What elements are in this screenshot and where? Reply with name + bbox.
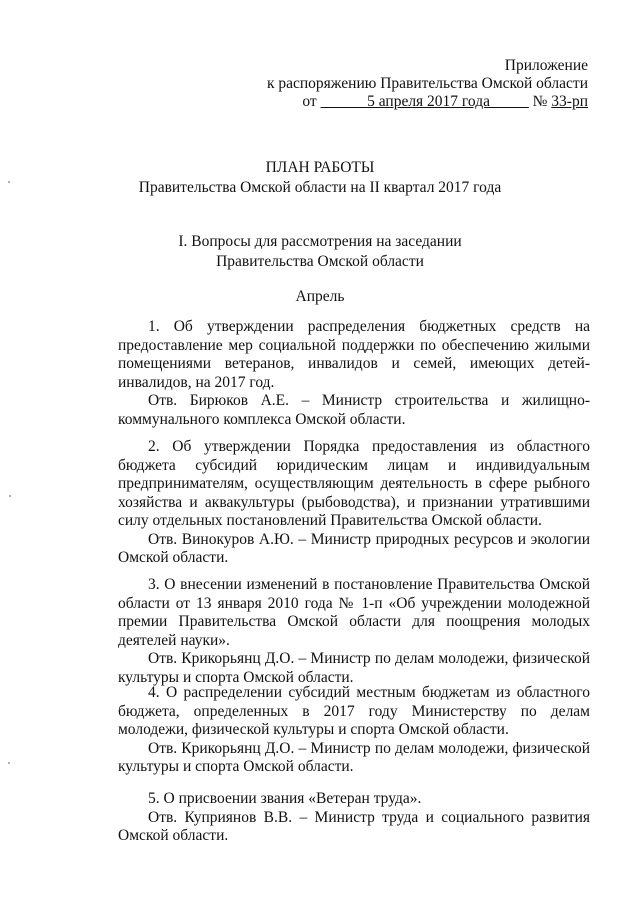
scan-speck [8, 181, 10, 183]
item-responsible: Отв. Бирюков А.Е. – Министр строительства и жилищно-коммунального комплекса Омской области. [118, 392, 590, 428]
appendix-order-ref: к распоряжению Правительства Омской области [266, 75, 588, 92]
appendix-title: Приложение [504, 57, 588, 74]
item-text: 5. О присвоении звания «Ветеран труда». [148, 790, 422, 807]
document-title [0, 158, 640, 198]
section-heading [0, 232, 640, 272]
appendix-date-line [267, 93, 588, 111]
date-value: 5 апреля 2017 года [367, 93, 490, 110]
section-line-1: I. Вопросы для рассмотрения на заседании [178, 233, 462, 250]
item-responsible: Отв. Винокуров А.Ю. – Министр природных ресурсов и экологии Омской области. [118, 530, 590, 566]
item-text: 4. О распределении субсидий местным бюджетам из областного бюджета, определенных в 2017 году Министерству по делам молодежи, физической культуры и спорта Омской области. [118, 684, 590, 738]
title-line-1: ПЛАН РАБОТЫ [265, 159, 375, 176]
agenda-item-1 [118, 318, 590, 429]
item-responsible: Отв. Крикорьянц Д.О. – Министр по делам молодежи, физической культуры и спорта Омской области. [118, 650, 590, 686]
item-responsible: Отв. Куприянов В.В. – Министр труда и социального развития Омской области. [118, 808, 590, 844]
item-text: 2. Об утверждении Порядка предоставления из областного бюджета субсидий юридическим лицам и индивидуальным предпринимателям, осуществляющим деятельность в сфере рыбного хозяйства и аквакультуры (рыбоводства), и признании утратившими силу отдельных постановлений Правительства Омской области. [118, 438, 590, 529]
title-line-2: Правительства Омской области на II квартал 2017 года [138, 179, 502, 196]
item-responsible: Отв. Крикорьянц Д.О. – Министр по делам молодежи, физической культуры и спорта Омской области. [118, 739, 590, 775]
date-blank-left: ______ [320, 93, 368, 110]
scan-speck [8, 762, 10, 764]
number-label: № [532, 93, 548, 110]
month-heading: Апрель [295, 288, 345, 305]
order-number: 33-рп [551, 93, 588, 110]
item-text: 1. Об утверждении распределения бюджетных средств на предоставление мер социальной поддержки по обеспечению жилыми помещениями ветеранов, инвалидов и семей, имеющих детей-инвалидов, на 2017 год. [118, 318, 590, 391]
agenda-item-2 [118, 438, 590, 568]
appendix-header [267, 57, 588, 111]
agenda-item-4 [118, 684, 590, 777]
agenda-item-5 [118, 790, 590, 846]
section-line-2: Правительства Омской области [216, 253, 424, 270]
date-blank-right: _____ [489, 93, 529, 110]
agenda-item-3 [118, 576, 590, 687]
order-date [321, 93, 529, 110]
from-label: от [302, 93, 317, 110]
scan-speck [9, 495, 11, 497]
item-text: 3. О внесении изменений в постановление Правительства Омской области от 13 января 2010 года № 1-п «Об учреждении молодежной премии Правительства Омской области для поощрения молодых деятелей науки». [118, 576, 590, 649]
